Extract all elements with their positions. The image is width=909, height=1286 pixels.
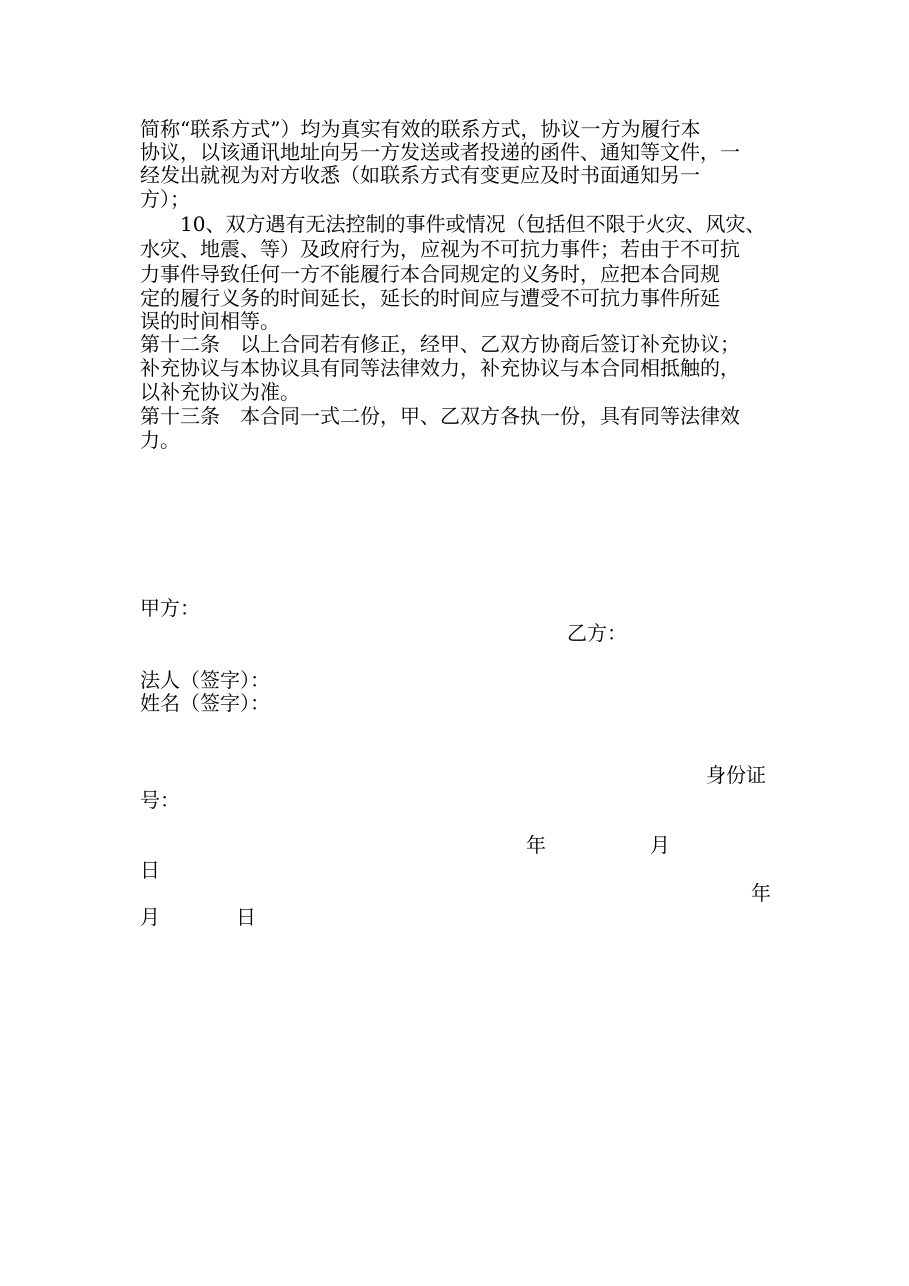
date-day-label: 日: [140, 858, 160, 882]
body-line: 补充协议与本协议具有同等法律效力，补充协议与本合同相抵触的，: [140, 356, 740, 380]
body-line: 简称“联系方式”）均为真实有效的联系方式，协议一方为履行本: [140, 117, 701, 141]
date-month-label-2: 月: [140, 905, 160, 929]
body-line: 经发出就视为对方收悉（如联系方式有变更应及时书面通知另一: [140, 163, 700, 187]
id-number-label-part1: 身份证: [706, 763, 766, 787]
party-a-label: 甲方：: [140, 596, 200, 620]
body-line: 协议，以该通讯地址向另一方发送或者投递的函件、通知等文件，一: [140, 140, 740, 164]
article-12-line: 第十二条 以上合同若有修正，经甲、乙双方协商后签订补充协议；: [140, 332, 740, 356]
body-line: 10、双方遇有无法控制的事件或情况（包括但不限于火灾、风灾、: [140, 212, 766, 236]
body-line: 方）；: [140, 187, 190, 211]
body-line: 力。: [140, 428, 180, 452]
body-line: 水灾、地震、等）及政府行为，应视为不可抗力事件；若由于不可抗: [140, 237, 740, 261]
body-line: 力事件导致任何一方不能履行本合同规定的义务时，应把本合同规: [140, 262, 720, 286]
id-number-label-part2: 号：: [140, 788, 180, 812]
date-year-label-2: 年: [751, 881, 771, 905]
article-13-line: 第十三条 本合同一式二份，甲、乙双方各执一份，具有同等法律效: [140, 404, 740, 428]
date-month-label: 月: [650, 833, 670, 857]
date-year-label: 年: [526, 833, 546, 857]
body-line: 定的履行义务的时间延长，延长的时间应与遭受不可抗力事件所延: [140, 286, 720, 310]
party-b-label: 乙方：: [567, 621, 627, 645]
name-signature-label: 姓名（签字）：: [140, 691, 270, 715]
legal-rep-signature-label: 法人（签字）：: [140, 668, 270, 692]
body-line: 误的时间相等。: [140, 309, 280, 333]
date-day-label-2: 日: [236, 905, 256, 929]
body-line: 以补充协议为准。: [140, 380, 300, 404]
